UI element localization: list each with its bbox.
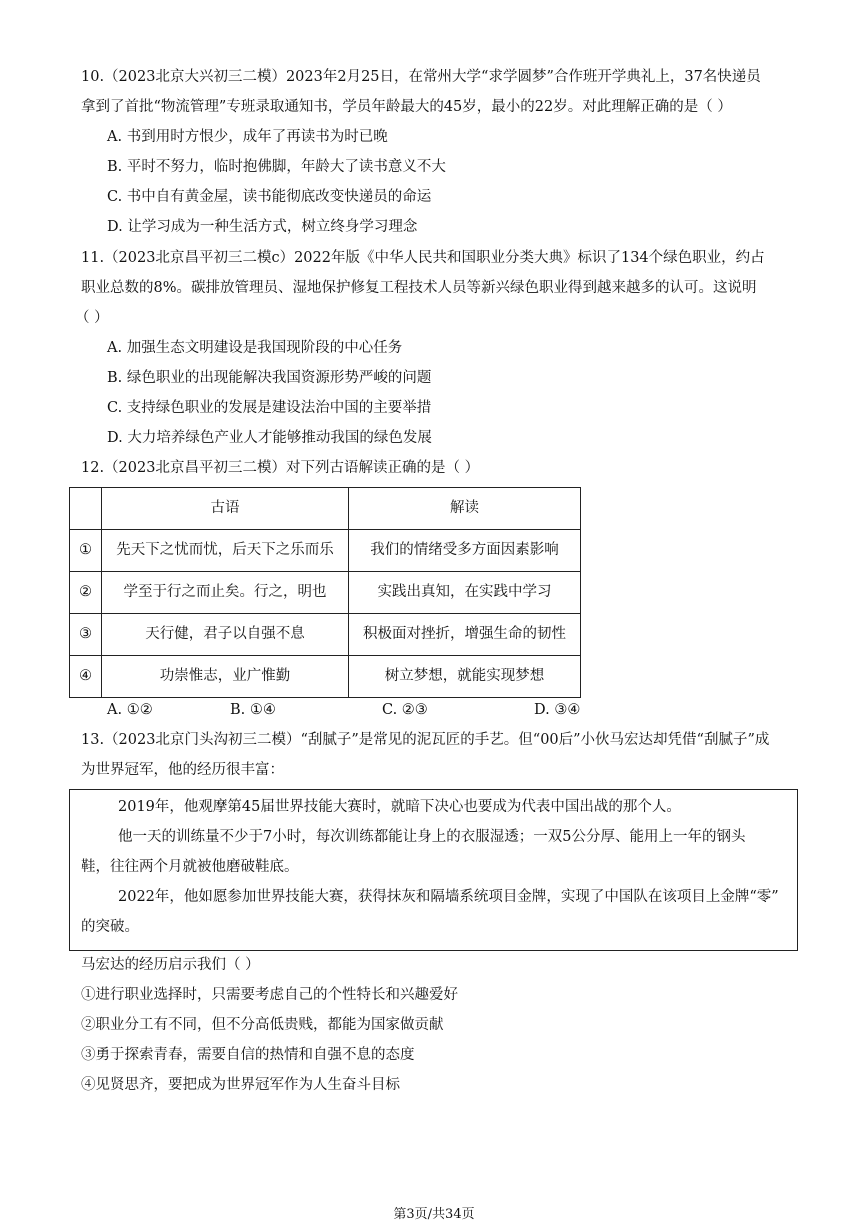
table-header-cell: 古语 — [102, 488, 349, 530]
table-cell: 天行健，君子以自强不息 — [102, 614, 349, 656]
q11-option-b: B. 绿色职业的出现能解决我国资源形势严峻的问题 — [107, 370, 432, 386]
q10-option-b: B. 平时不努力，临时抱佛脚，年龄大了读书意义不大 — [107, 159, 446, 175]
q13-stem-line2: 为世界冠军，他的经历很丰富： — [81, 762, 284, 778]
q11-stem-line3: （ ） — [75, 310, 109, 326]
table-cell: 功崇惟志，业广惟勤 — [102, 656, 349, 698]
q10-stem-line1: 10.（2023北京大兴初三二模）2023年2月25日，在常州大学“求学圆梦”合作班开学典礼上，37名快递员 — [81, 69, 761, 85]
q11-option-c: C. 支持绿色职业的发展是建设法治中国的主要举措 — [107, 400, 432, 416]
q13-stem-line1: 13.（2023北京门头沟初三二模）“刮腻子”是常见的泥瓦匠的手艺。但“00后”小伙马宏达却凭借“刮腻子”成 — [81, 732, 770, 748]
table-cell: 先天下之忧而忧，后天下之乐而乐 — [102, 530, 349, 572]
q13-material-p2-line2: 鞋，往往两个月就被他磨破鞋底。 — [81, 859, 299, 875]
table-header-cell — [70, 488, 102, 530]
table-cell: ② — [70, 572, 102, 614]
q11-stem-line2: 职业总数的8%。碳排放管理员、湿地保护修复工程技术人员等新兴绿色职业得到越来越多的认可。这说明 — [81, 280, 757, 296]
q12-option-a: A. ①② — [107, 702, 153, 718]
q13-prompt: 马宏达的经历启示我们（ ） — [81, 957, 260, 973]
table-cell: ④ — [70, 656, 102, 698]
table-cell: ① — [70, 530, 102, 572]
table-row — [70, 572, 581, 614]
table-row — [70, 530, 581, 572]
q13-item-2: ②职业分工有不同，但不分高低贵贱，都能为国家做贡献 — [81, 1017, 444, 1033]
table-cell: 学至于行之而止矣。行之，明也 — [102, 572, 349, 614]
table-cell: 实践出真知，在实践中学习 — [349, 572, 581, 614]
q13-item-3: ③勇于探索青春，需要自信的热情和自强不息的态度 — [81, 1047, 415, 1063]
q11-option-a: A. 加强生态文明建设是我国现阶段的中心任务 — [107, 340, 403, 356]
table-cell: 树立梦想，就能实现梦想 — [349, 656, 581, 698]
page-footer: 第3页/共34页 — [393, 1207, 475, 1222]
q10-stem-line2: 拿到了首批“物流管理”专班录取通知书，学员年龄最大的45岁，最小的22岁。对此理解正确的是（ ） — [81, 99, 732, 115]
q12-option-c: C. ②③ — [382, 702, 428, 718]
table-cell: 积极面对挫折，增强生命的韧性 — [349, 614, 581, 656]
q10-option-c: C. 书中自有黄金屋，读书能彻底改变快递员的命运 — [107, 189, 432, 205]
q12-option-d: D. ③④ — [534, 702, 581, 718]
q13-material-p1: 2019年，他观摩第45届世界技能大赛时，就暗下决心也要成为代表中国出战的那个人。 — [118, 799, 681, 815]
q12-stem: 12.（2023北京昌平初三二模）对下列古语解读正确的是（ ） — [81, 460, 480, 476]
q10-option-a: A. 书到用时方恨少，成年了再读书为时已晚 — [107, 129, 388, 145]
table-cell: ③ — [70, 614, 102, 656]
table-header-row — [70, 488, 581, 530]
table-row — [70, 614, 581, 656]
q11-option-d: D. 大力培养绿色产业人才能够推动我国的绿色发展 — [107, 430, 432, 446]
q12-option-b: B. ①④ — [230, 702, 276, 718]
q13-item-4: ④见贤思齐，要把成为世界冠军作为人生奋斗目标 — [81, 1077, 400, 1093]
table-header-cell: 解读 — [349, 488, 581, 530]
table-row — [70, 656, 581, 698]
q12-table — [69, 487, 581, 698]
q13-material-p2-line1: 他一天的训练量不少于7小时，每次训练都能让身上的衣服湿透；一双5公分厚、能用上一年的钢头 — [118, 829, 746, 845]
q10-option-d: D. 让学习成为一种生活方式，树立终身学习理念 — [107, 219, 418, 235]
q13-item-1: ①进行职业选择时，只需要考虑自己的个性特长和兴趣爱好 — [81, 987, 458, 1003]
table-cell: 我们的情绪受多方面因素影响 — [349, 530, 581, 572]
q11-stem-line1: 11.（2023北京昌平初三二模c）2022年版《中华人民共和国职业分类大典》标识了134个绿色职业，约占 — [81, 250, 765, 266]
q13-material-p3-line1: 2022年，他如愿参加世界技能大赛，获得抹灰和隔墙系统项目金牌，实现了中国队在该项目上金牌“零” — [118, 889, 779, 905]
q13-material-p3-line2: 的突破。 — [81, 919, 139, 935]
